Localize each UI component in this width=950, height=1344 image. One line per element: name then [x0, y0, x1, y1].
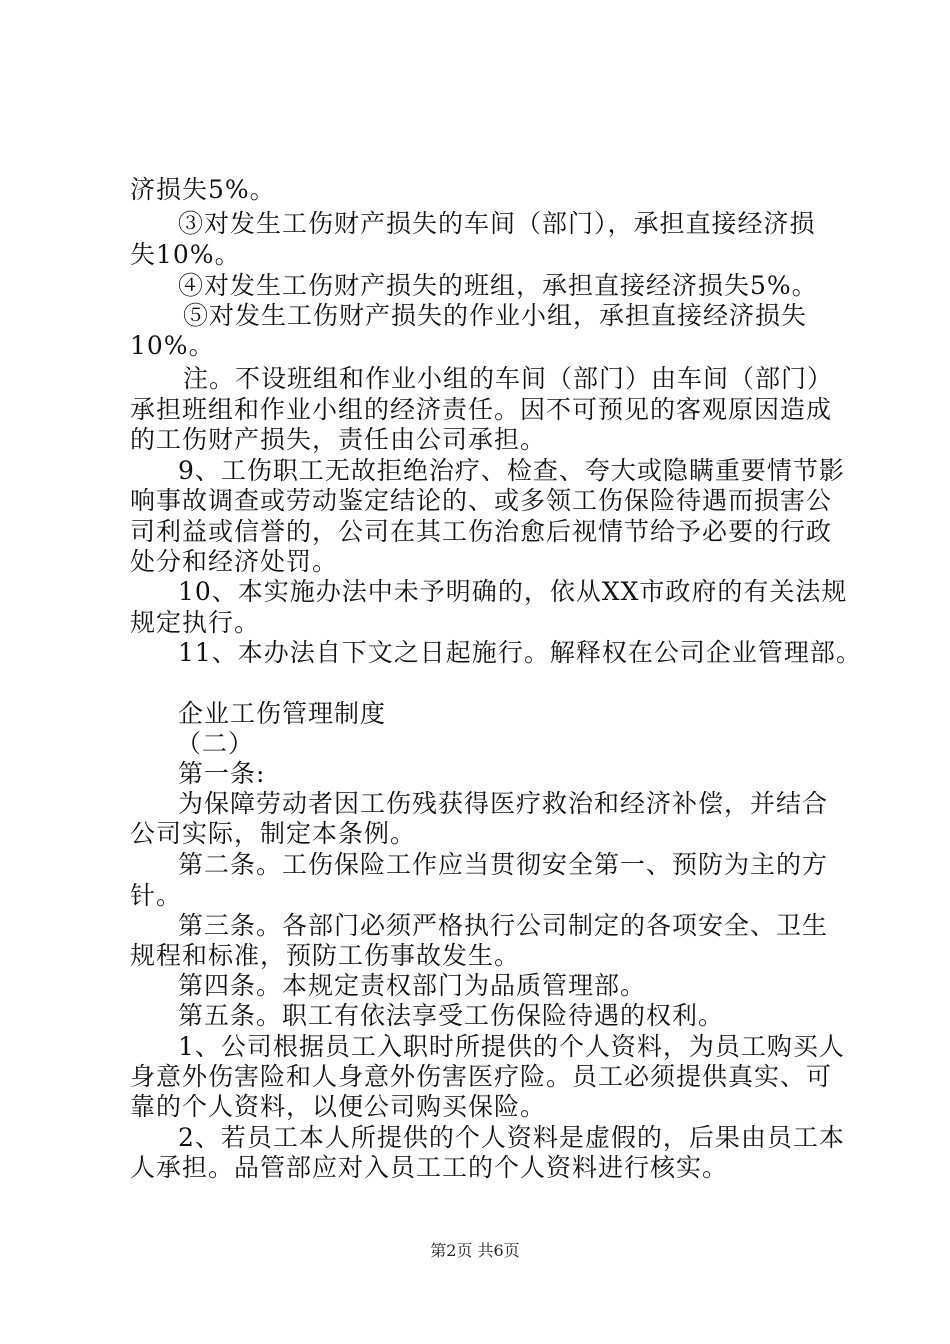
text-line: 响事故调查或劳动鉴定结论的、或多领工伤保险待遇而损害公 — [130, 486, 833, 515]
text-line: ③对发生工伤财产损失的车间（部门），承担直接经济损 — [178, 209, 816, 238]
text-line: 2、若员工本人所提供的个人资料是虚假的，后果由员工本 — [178, 1123, 845, 1152]
text-line: 失10%。 — [130, 240, 241, 269]
section-title: 企业工伤管理制度 — [178, 699, 387, 728]
text-line: 身意外伤害险和人身意外伤害医疗险。员工必须提供真实、可 — [130, 1062, 833, 1091]
text-line: 10、本实施办法中未予明确的，依从XX市政府的有关法规 — [178, 577, 848, 606]
text-line: 的工伤财产损失，责任由公司承担。 — [130, 425, 547, 454]
text-line: 规定执行。 — [130, 608, 261, 637]
text-line: 为保障劳动者因工伤残获得医疗救治和经济补偿，并结合 — [178, 789, 829, 818]
text-line: 注。不设班组和作业小组的车间（部门）由车间（部门） — [183, 364, 834, 393]
text-line: 公司实际，制定本条例。 — [130, 819, 417, 848]
text-line: 第二条。工伤保险工作应当贯彻安全第一、预防为主的方 — [178, 850, 829, 879]
text-line: 第一条: — [178, 759, 266, 788]
text-line: 10%。 — [130, 331, 215, 360]
page-footer: 第2页 共6页 — [430, 1241, 520, 1260]
text-line: 济损失5%。 — [130, 175, 276, 204]
text-line: 11、本办法自下文之日起施行。解释权在公司企业管理部。 — [178, 638, 862, 667]
text-line: 靠的个人资料，以便公司购买保险。 — [130, 1092, 547, 1121]
text-line: 第三条。各部门必须严格执行公司制定的各项安全、卫生 — [178, 911, 829, 940]
text-line: 针。 — [130, 881, 183, 910]
text-line: ⑤对发生工伤财产损失的作业小组，承担直接经济损失 — [183, 301, 808, 330]
text-line: 第四条。本规定责权部门为品质管理部。 — [178, 971, 647, 1000]
section-subtitle: （二） — [176, 729, 255, 758]
text-line: 承担班组和作业小组的经济责任。因不可预见的客观原因造成 — [130, 395, 833, 424]
text-line: 司利益或信誉的，公司在其工伤治愈后视情节给予必要的行政 — [130, 517, 833, 546]
text-line: 处分和经济处罚。 — [130, 547, 339, 576]
text-line: 人承担。品管部应对入员工工的个人资料进行核实。 — [130, 1153, 729, 1182]
text-line: ④对发生工伤财产损失的班组，承担直接经济损失5%。 — [178, 271, 818, 300]
text-line: 第五条。职工有依法享受工伤保险待遇的权利。 — [178, 1001, 725, 1030]
text-line: 1、公司根据员工入职时所提供的个人资料，为员工购买人 — [178, 1032, 845, 1061]
text-line: 9、工伤职工无故拒绝治疗、检查、夸大或隐瞒重要情节影 — [178, 456, 845, 485]
text-line: 规程和标准，预防工伤事故发生。 — [130, 941, 521, 970]
